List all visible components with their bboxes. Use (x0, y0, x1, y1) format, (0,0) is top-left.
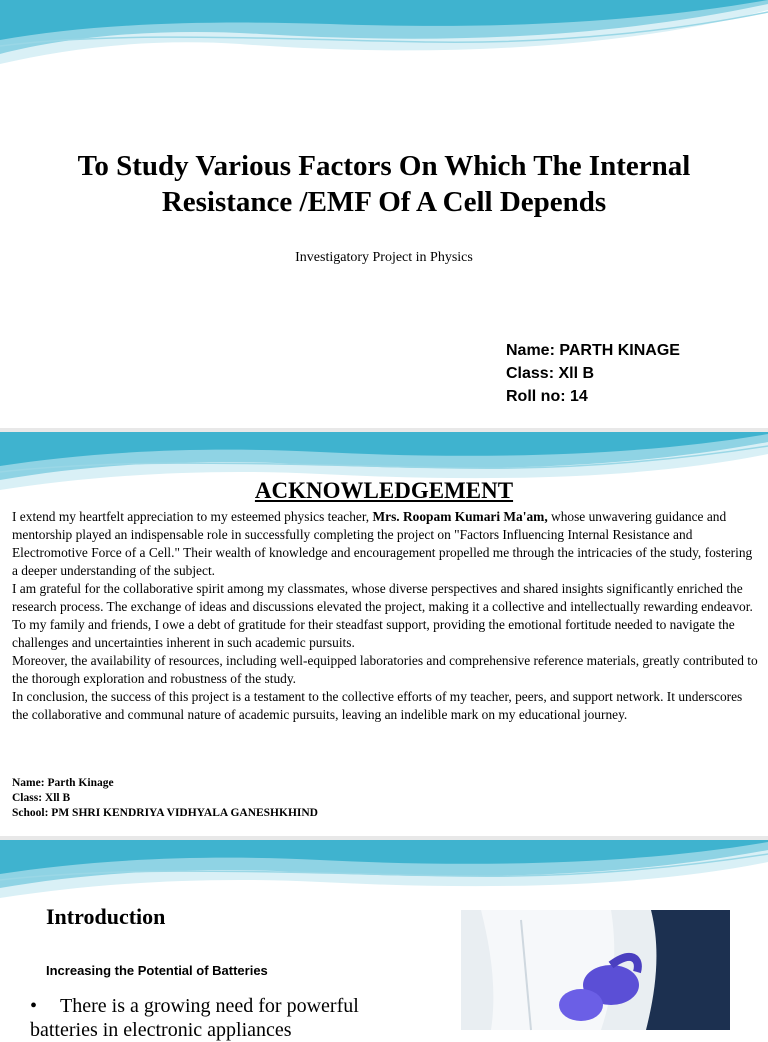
signature-class: Class: Xll B (12, 792, 71, 804)
ack-paragraph-4: Moreover, the availability of resources, including well-equipped laboratories and comprehensive reference materials, greatly contributed to the thorough exploration and robustness of the study. (12, 653, 758, 686)
introduction-heading: Introduction (46, 904, 166, 929)
ack-paragraph-2: I am grateful for the collaborative spirit among my classmates, whose diverse perspectives and shared insights significantly enriched the research process. The exchange of ideas and discussions elevated the project, making it a collective and intellectually rewarding endeavor. (12, 581, 753, 614)
bullet-icon: • (30, 995, 38, 1017)
acknowledgement-heading: ACKNOWLEDGEMENT (254, 478, 514, 503)
signature-block (12, 776, 318, 821)
acknowledgement-body (12, 508, 760, 724)
project-subtitle: Investigatory Project in Physics (295, 250, 473, 265)
title-line-1: To Study Various Factors On Which The Internal (77, 150, 691, 182)
student-roll: Roll no: 14 (506, 388, 588, 405)
student-name: Name: PARTH KINAGE (506, 342, 680, 359)
acknowledgement-slide (0, 432, 768, 836)
gloved-hands-image (461, 910, 730, 1030)
introduction-subheading: Increasing the Potential of Batteries (46, 963, 268, 978)
ack-paragraph-1-start: I extend my heartfelt appreciation to my esteemed physics teacher, (12, 509, 373, 524)
student-details (506, 339, 680, 408)
title-slide (0, 0, 768, 428)
student-class: Class: Xll B (506, 365, 595, 382)
wave-banner (0, 840, 768, 910)
lab-photo (461, 910, 730, 1030)
wave-banner (0, 0, 768, 80)
introduction-slide (0, 840, 768, 1041)
bullet-item (30, 994, 430, 1042)
teacher-name: Mrs. Roopam Kumari Ma'am, (372, 509, 548, 524)
title-line-2: Resistance /EMF Of A Cell Depends (161, 186, 607, 218)
signature-name: Name: Parth Kinage (12, 777, 114, 789)
ack-paragraph-5: In conclusion, the success of this project is a testament to the collective efforts of my teacher, peers, and support network. It underscores the collaborative and communal nature of academic pursuits, leaving an indelible mark on my educational journey. (12, 689, 743, 722)
bullet-text: There is a growing need for powerful batteries in electronic appliances (30, 995, 359, 1041)
ack-paragraph-3: To my family and friends, I owe a debt of gratitude for their steadfast support, providing the emotional fortitude needed to navigate the challenges and uncertainties inherent in such academic pursuits. (12, 617, 735, 650)
signature-school: School: PM SHRI KENDRIYA VIDHYALA GANESHKHIND (12, 807, 318, 819)
ack-paragraph-1 (12, 508, 760, 580)
project-title (40, 148, 728, 220)
ack-paragraph-1-end: whose unwavering guidance and mentorship played an indispensable role in successfully completing the project on "Factors Influencing Internal Resistance and Electromotive Force of a Cell." Their wealth of knowledge and encouragement propelled me through the intricacies of the study, fostering a deeper understanding of the subject. (12, 509, 753, 578)
